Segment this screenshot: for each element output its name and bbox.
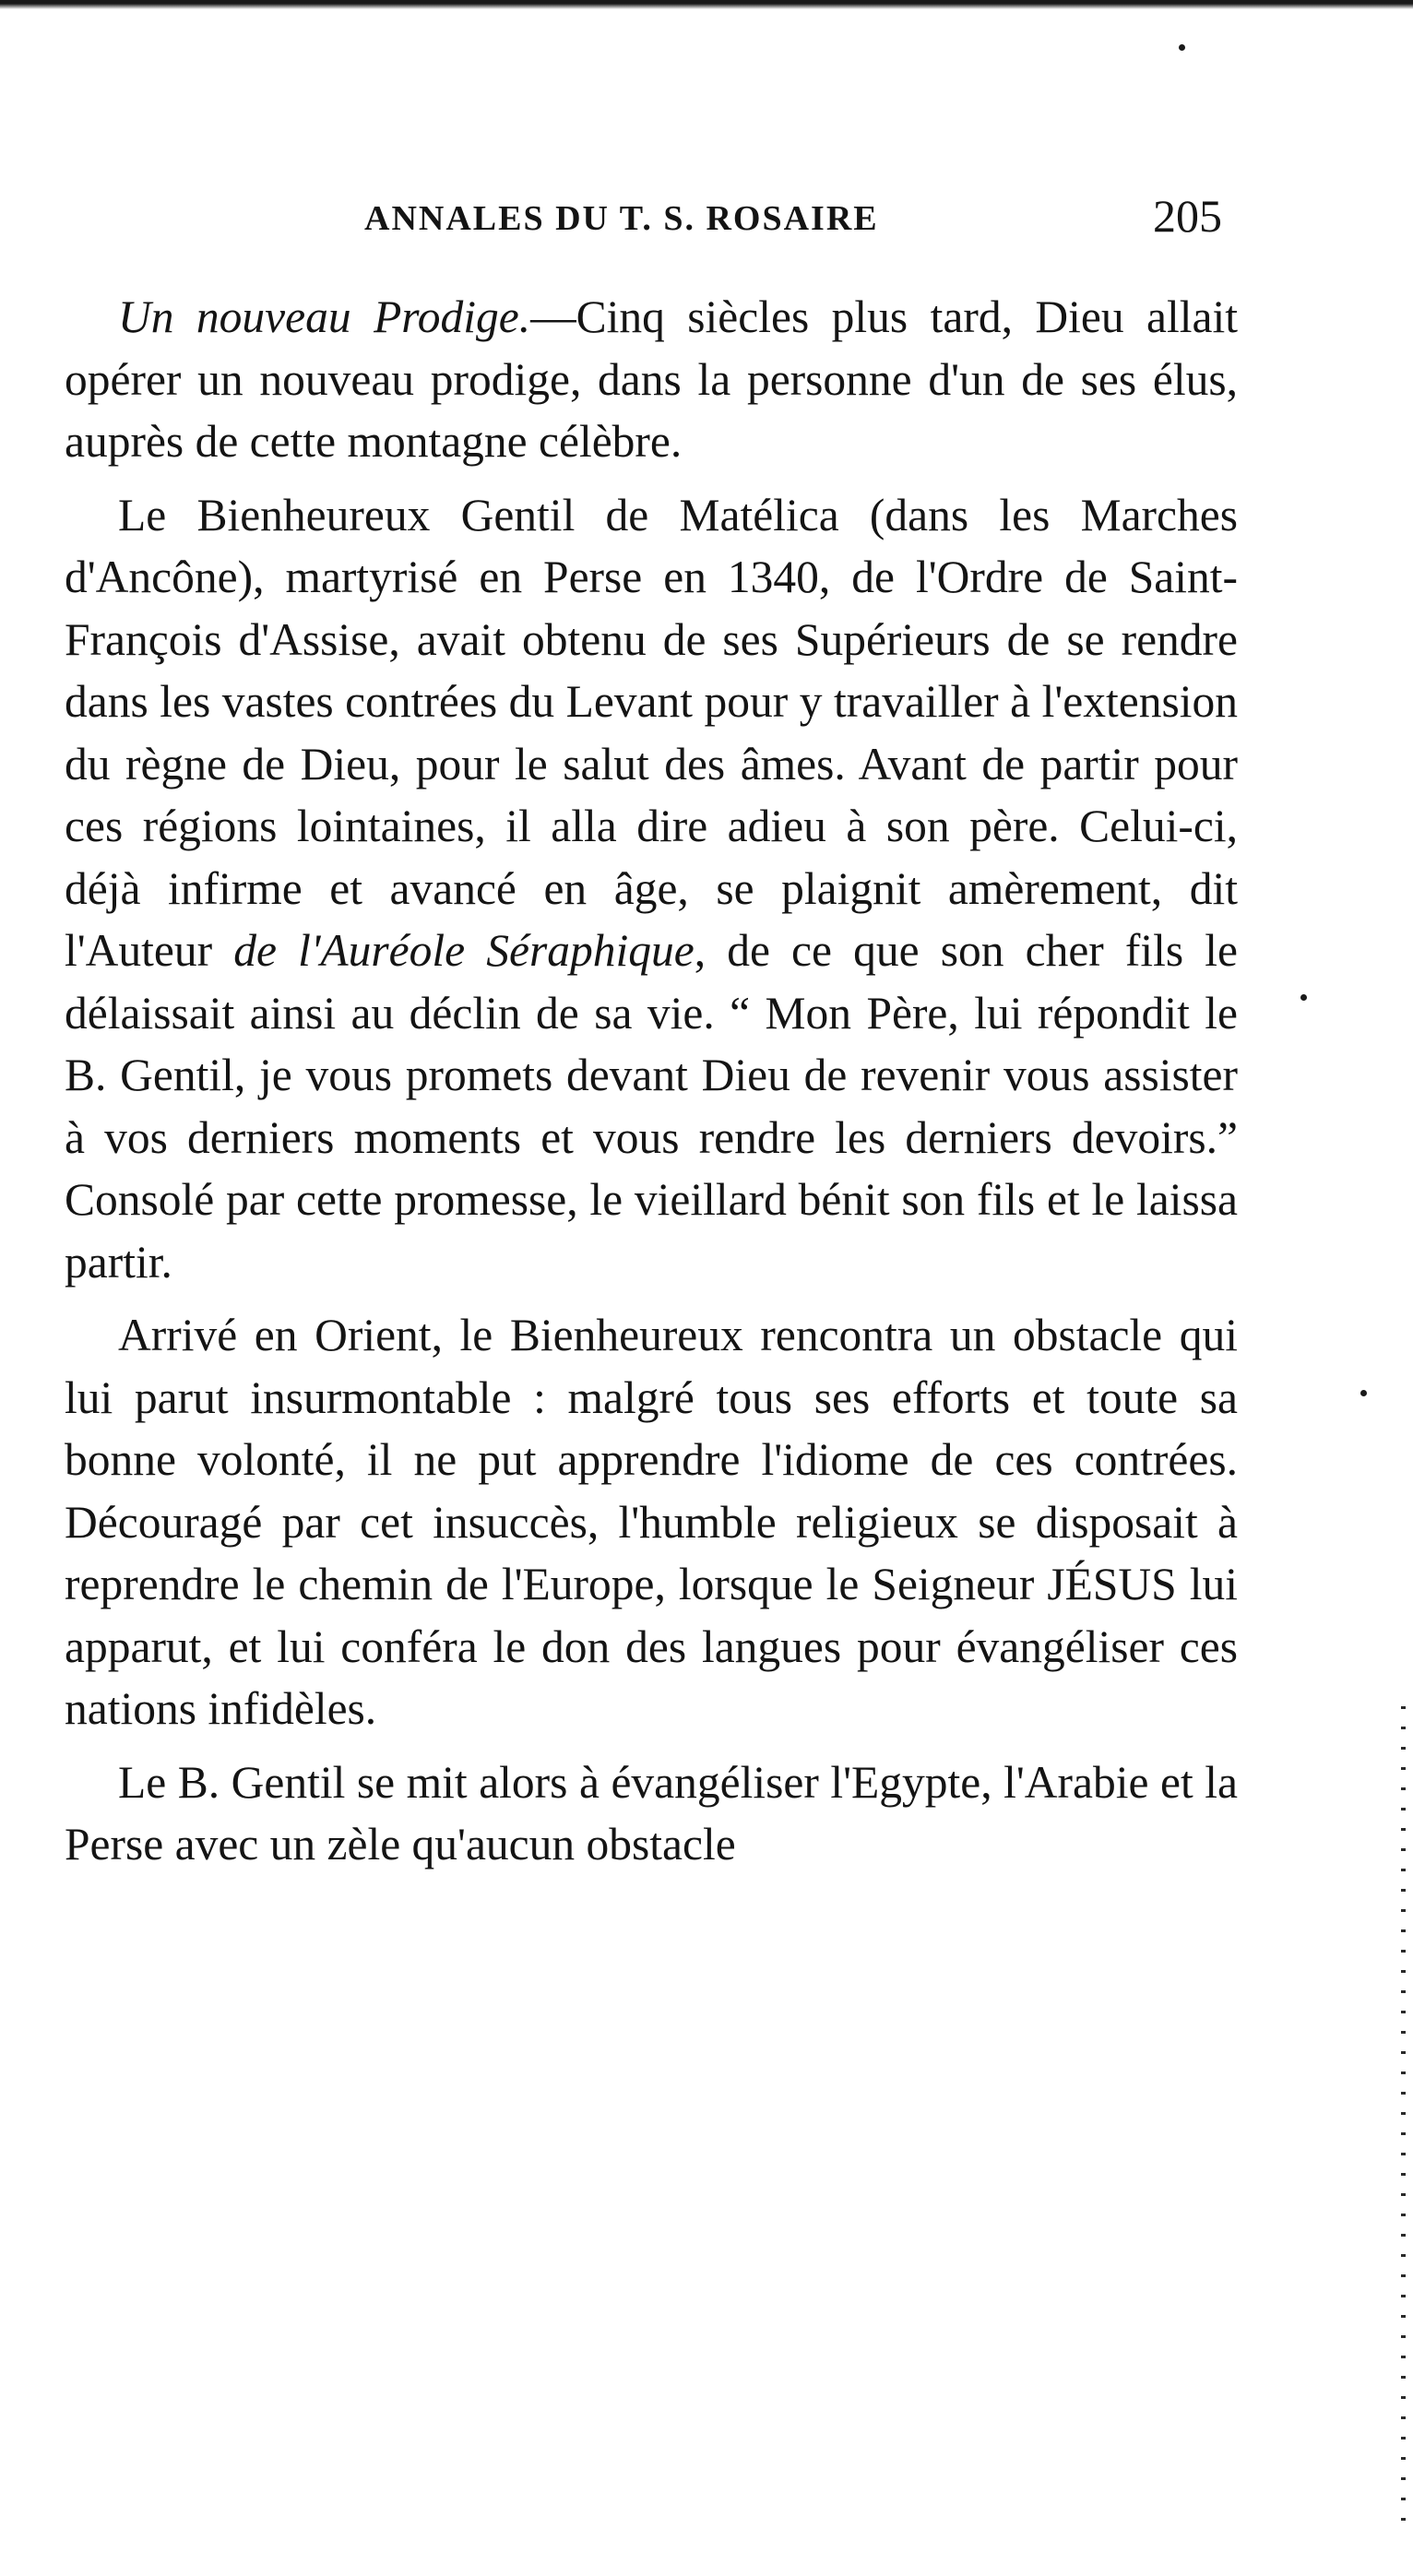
- paragraph-arrival-orient: [65, 1304, 1238, 1740]
- paragraph-evangelization: [65, 1751, 1238, 1876]
- book-title: de l'Auréole Séraphique: [233, 925, 695, 976]
- paragraph-blessed-gentil: [65, 484, 1238, 1294]
- running-title: ANNALES DU T. S. ROSAIRE: [364, 199, 879, 238]
- page-header: [0, 189, 1413, 254]
- ink-speck: [1179, 44, 1185, 51]
- page-edge-marks: [1401, 1706, 1406, 2536]
- paragraph-text: —Cinq siècles plus tard, Dieu allait opérer un nouveau prodige, dans la personne d'un de ses élus, auprès de cette montagne célèbre.: [65, 291, 1238, 467]
- ink-speck: [1300, 994, 1307, 1001]
- paragraph-new-prodigy: [65, 286, 1238, 473]
- body-text: [65, 286, 1238, 1887]
- section-heading: Un nouveau Prodige.: [118, 291, 531, 342]
- paragraph-text: , de ce que son cher fils le délaissait ainsi au déclin de sa vie. “ Mon Père, lui répondit le B. Gentil, je vous promets devant Dieu de revenir vous assister à vos derniers moments et vous rendre les derniers devoirs.” Consolé par cette promesse, le vieillard bénit son fils et le laissa partir.: [65, 925, 1238, 1288]
- ink-speck: [1360, 1390, 1367, 1396]
- paragraph-text: Arrivé en Orient, le Bienheureux rencontra un obstacle qui lui parut insurmontable : malgré tous ses efforts et toute sa bonne volonté, il ne put apprendre l'idiome de ces contrées. Découragé par cet insuccès, l'humble religieux se disposait à reprendre le chemin de l'Europe, lorsque le Seigneur JÉSUS lui apparut, et lui conféra le don des langues pour évangéliser ces nations infidèles.: [65, 1310, 1238, 1734]
- top-page-rule: [0, 0, 1413, 9]
- paragraph-text: Le B. Gentil se mit alors à évangéliser l'Egypte, l'Arabie et la Perse avec un zèle qu'aucun obstacle: [65, 1756, 1238, 1870]
- page-number: 205: [1153, 190, 1222, 242]
- paragraph-text: Le Bienheureux Gentil de Matélica (dans les Marches d'Ancône), martyrisé en Perse en 1340, de l'Ordre de Saint-François d'Assise, avait obtenu de ses Supérieurs de se rendre dans les vastes contrées du Levant pour y travailler à l'extension du règne de Dieu, pour le salut des âmes. Avant de partir pour ces régions lointaines, il alla dire adieu à son père. Celui-ci, déjà infirme et avancé en âge, se plaignit amèrement, dit l'Auteur: [65, 489, 1238, 976]
